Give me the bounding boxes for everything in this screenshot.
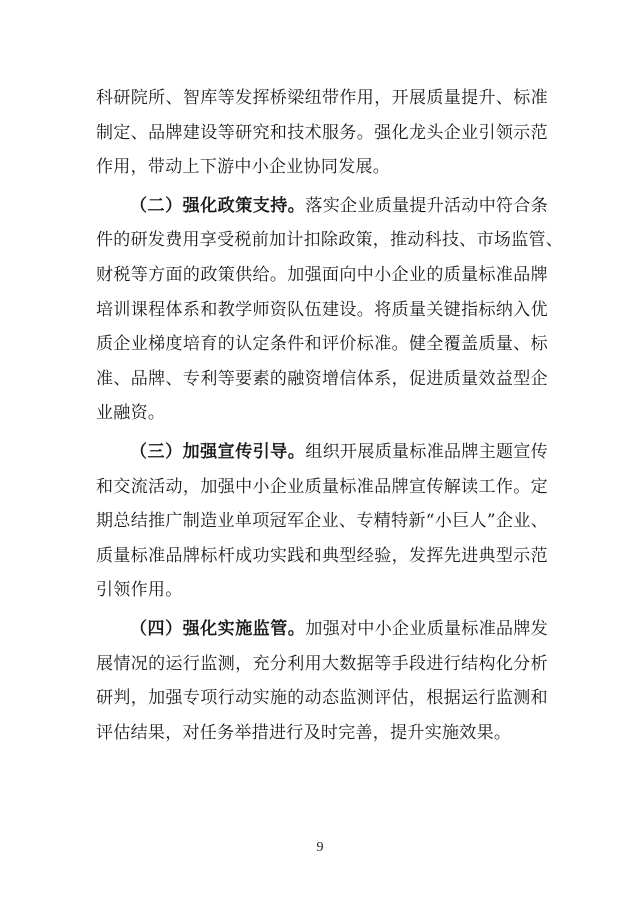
text-line: 科研院所、智库等发挥桥梁纽带作用，开展质量提升、标准 xyxy=(96,88,548,108)
text-line-rest: 组织开展质量标准品牌主题宣传 xyxy=(305,441,549,462)
text-line: 财税等方面的政策供给。加强面向中小企业的质量标准品牌 xyxy=(96,264,548,285)
text-line-first xyxy=(96,435,548,470)
text-line: 准、品牌、专利等要素的融资增信体系，促进质量效益型企 xyxy=(96,368,548,389)
text-line-first xyxy=(96,612,548,647)
text-line: 制定、品牌建设等研究和技术服务。强化龙头企业引领示范 xyxy=(96,122,548,143)
text-line: 业融资。 xyxy=(96,403,166,424)
page-number: 9 xyxy=(316,840,324,855)
body-text xyxy=(96,81,564,750)
paragraph-policy-support xyxy=(96,189,564,431)
text-line: 作用，带动上下游中小企业协同发展。 xyxy=(96,157,391,178)
text-line: 引领作用。 xyxy=(96,580,183,601)
section-heading: （二）强化政策支持。 xyxy=(130,195,306,216)
paragraph-supervision xyxy=(96,612,548,750)
text-line: 展情况的运行监测，充分利用大数据等手段进行结构化分析 xyxy=(96,653,548,674)
text-line: 期总结推广制造业单项冠军企业、专精特新“小巨人”企业、 xyxy=(96,511,548,532)
section-heading: （四）强化实施监管。 xyxy=(130,618,306,639)
paragraph-continuation xyxy=(96,81,548,185)
text-line: 质量标准品牌标杆成功实践和典型经验，发挥先进典型示范 xyxy=(96,545,548,566)
text-line-rest: 加强对中小企业质量标准品牌发 xyxy=(305,618,549,639)
text-line: 研判，加强专项行动实施的动态监测评估，根据运行监测和 xyxy=(96,688,548,709)
text-line: 质企业梯度培育的认定条件和评价标准。健全覆盖质量、标 xyxy=(96,334,548,355)
section-heading: （三）加强宣传引导。 xyxy=(130,441,306,462)
text-line: 和交流活动，加强中小企业质量标准品牌宣传解读工作。定 xyxy=(96,476,548,497)
text-line: 培训课程体系和教学师资队伍建设。将质量关键指标纳入优 xyxy=(96,299,548,320)
text-line-first xyxy=(96,189,548,224)
text-line: 件的研发费用享受税前加计扣除政策，推动科技、市场监管、 xyxy=(96,230,564,251)
text-line: 评估结果，对任务举措进行及时完善，提升实施效果。 xyxy=(96,722,512,743)
paragraph-publicity xyxy=(96,435,548,608)
text-line-rest: 落实企业质量提升活动中符合条 xyxy=(305,195,549,216)
